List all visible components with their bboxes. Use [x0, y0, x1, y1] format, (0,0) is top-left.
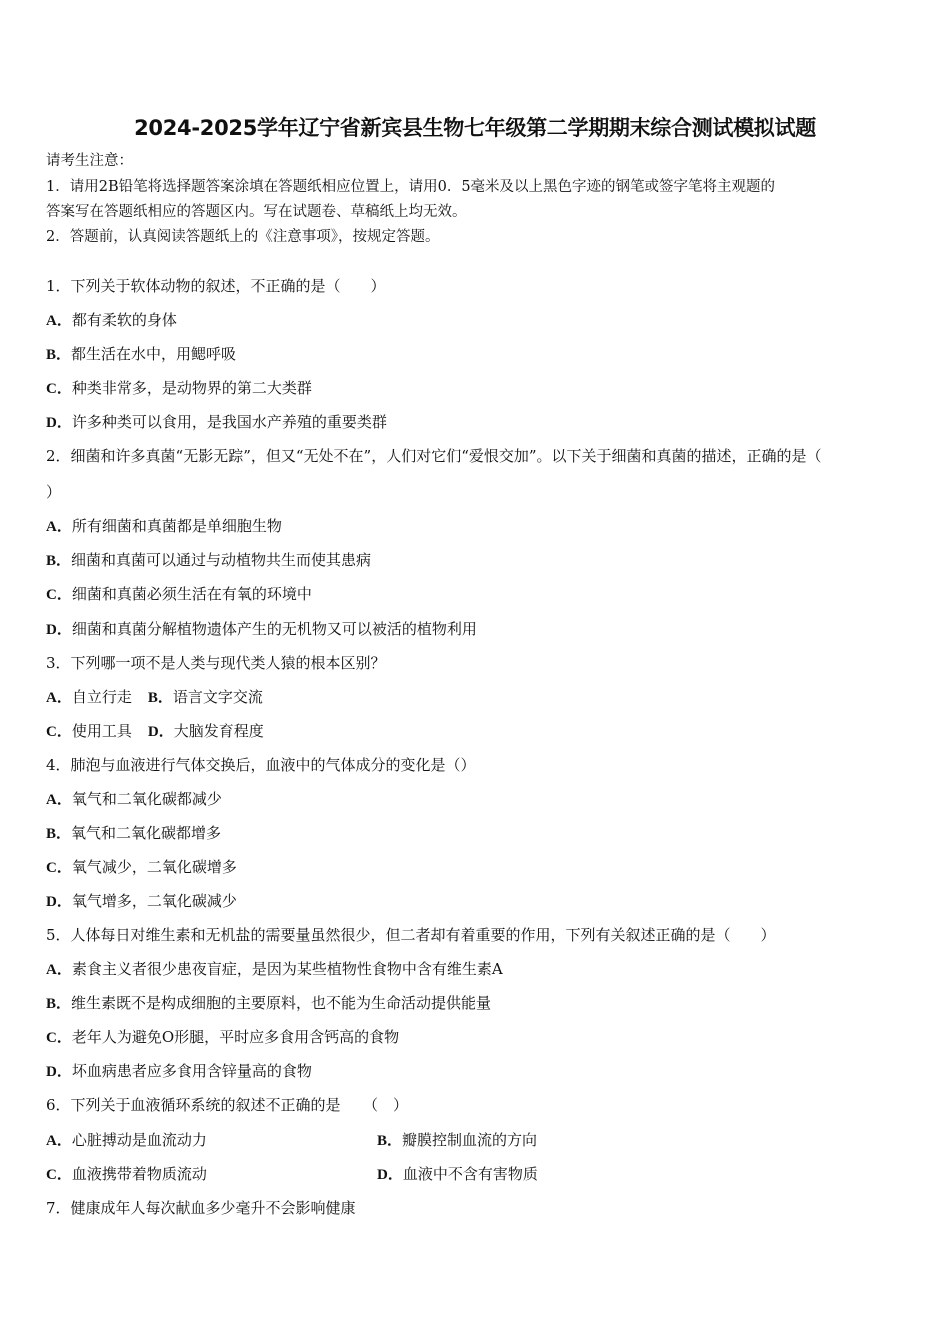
question-4-option-b[interactable]	[46, 823, 221, 844]
option-text: 素食主义者很少患夜盲症，是因为某些植物性食物中含有维生素A	[71, 960, 503, 978]
option-text: 血液中不含有害物质	[402, 1165, 538, 1183]
option-letter: B．	[46, 553, 72, 569]
option-text: 氧气和二氧化碳都增多	[71, 824, 222, 842]
option-letter: B．	[46, 996, 72, 1012]
option-letter: C．	[46, 860, 72, 876]
option-text: 所有细菌和真菌都是单细胞生物	[71, 517, 282, 535]
question-6-option-b[interactable]	[377, 1130, 537, 1151]
option-text: 氧气减少，二氧化碳增多	[71, 858, 237, 876]
question-2-option-d[interactable]	[46, 619, 477, 640]
option-text: 坏血病患者应多食用含锌量高的食物	[71, 1062, 312, 1080]
option-letter: C．	[46, 381, 72, 397]
option-letter: C．	[46, 587, 72, 603]
page-title: 2024-2025学年辽宁省新宾县生物七年级第二学期期末综合测试模拟试题	[134, 116, 816, 140]
question-6-options-row-2	[46, 1164, 746, 1185]
option-letter: A．	[46, 1133, 72, 1149]
question-5-option-d[interactable]	[46, 1061, 312, 1082]
option-letter: D．	[377, 1167, 403, 1183]
option-text: 血液携带着物质流动	[71, 1165, 207, 1183]
option-text: 氧气和二氧化碳都减少	[71, 790, 222, 808]
option-text: 心脏搏动是血流动力	[71, 1131, 207, 1149]
question-2-option-c[interactable]	[46, 584, 312, 605]
option-text: 语言文字交流	[172, 688, 263, 706]
option-text: 大脑发育程度	[173, 722, 264, 740]
option-text: 种类非常多，是动物界的第二大类群	[71, 379, 312, 397]
question-4-stem: 4．肺泡与血液进行气体交换后，血液中的气体成分的变化是（）	[46, 756, 476, 774]
question-3-option-c[interactable]	[46, 722, 132, 740]
option-letter: B．	[147, 690, 173, 706]
option-text: 细菌和真菌必须生活在有氧的环境中	[71, 585, 312, 603]
question-2-option-a[interactable]	[46, 516, 282, 537]
option-text: 老年人为避免O形腿，平时应多食用含钙高的食物	[71, 1028, 400, 1046]
option-text: 细菌和真菌分解植物遗体产生的无机物又可以被活的植物利用	[71, 620, 477, 638]
question-6-option-d[interactable]	[377, 1164, 538, 1185]
option-letter: A．	[46, 962, 72, 978]
question-3-options-row-2	[46, 721, 264, 742]
option-letter: D．	[147, 724, 174, 740]
question-2-stem-cont: ）	[46, 483, 62, 501]
question-6-option-c[interactable]	[46, 1165, 207, 1183]
question-5-stem: 5．人体每日对维生素和无机盐的需要量虽然很少，但二者却有着重要的作用，下列有关叙述正确的是（ ）	[46, 926, 776, 944]
option-letter: B．	[46, 347, 72, 363]
question-6-stem: 6．下列关于血液循环系统的叙述不正确的是 （ ）	[46, 1096, 409, 1114]
question-2-stem: 2．细菌和许多真菌“无影无踪”，但又“无处不在”，人们对它们“爱恨交加”。以下关于细菌和真菌的描述，正确的是（	[46, 447, 822, 465]
question-1-stem: 1．下列关于软体动物的叙述，不正确的是（ ）	[46, 277, 386, 295]
option-letter: C．	[46, 1167, 72, 1183]
question-1-option-a[interactable]	[46, 310, 177, 331]
notice-item-1: 1．请用2B铅笔将选择题答案涂填在答题纸相应位置上，请用0．5毫米及以上黑色字迹的钢笔或签字笔将主观题的	[46, 179, 776, 195]
question-3-option-b[interactable]	[148, 688, 263, 706]
option-text: 氧气增多，二氧化碳减少	[71, 892, 237, 910]
question-1-option-d[interactable]	[46, 412, 387, 433]
question-5-option-a[interactable]	[46, 959, 503, 980]
option-letter: D．	[46, 1064, 72, 1080]
question-4-option-c[interactable]	[46, 857, 237, 878]
option-text: 自立行走	[71, 688, 132, 706]
option-text: 都生活在水中，用鳃呼吸	[71, 345, 237, 363]
option-letter: D．	[46, 415, 72, 431]
question-7-stem: 7．健康成年人每次献血多少毫升不会影响健康	[46, 1199, 356, 1217]
question-5-option-c[interactable]	[46, 1027, 399, 1048]
question-3-stem: 3．下列哪一项不是人类与现代类人猿的根本区别？	[46, 654, 386, 672]
option-letter: B．	[377, 1133, 403, 1149]
question-3-option-a[interactable]	[46, 688, 132, 706]
option-letter: A．	[46, 792, 72, 808]
option-text: 维生素既不是构成细胞的主要原料，也不能为生命活动提供能量	[71, 994, 492, 1012]
option-letter: D．	[46, 894, 72, 910]
notice-item-1-cont: 答案写在答题纸相应的答题区内。写在试题卷、草稿纸上均无效。	[46, 204, 467, 220]
option-letter: C．	[46, 1030, 72, 1046]
option-letter: A．	[46, 519, 72, 535]
option-letter: A．	[46, 313, 72, 329]
question-2-option-b[interactable]	[46, 550, 371, 571]
question-1-option-c[interactable]	[46, 378, 312, 399]
option-text: 瓣膜控制血流的方向	[402, 1131, 538, 1149]
question-5-option-b[interactable]	[46, 993, 491, 1014]
question-1-option-b[interactable]	[46, 344, 236, 365]
notice-item-2: 2．答题前，认真阅读答题纸上的《注意事项》，按规定答题。	[46, 229, 440, 245]
option-text: 使用工具	[71, 722, 132, 740]
option-letter: C．	[46, 724, 72, 740]
question-3-option-d[interactable]	[148, 722, 264, 740]
option-letter: A．	[46, 690, 72, 706]
option-text: 细菌和真菌可以通过与动植物共生而使其患病	[71, 551, 372, 569]
question-4-option-d[interactable]	[46, 891, 237, 912]
option-letter: D．	[46, 622, 72, 638]
question-6-option-a[interactable]	[46, 1131, 207, 1149]
notice-heading: 请考生注意：	[46, 153, 133, 169]
question-4-option-a[interactable]	[46, 789, 222, 810]
option-letter: B．	[46, 826, 72, 842]
option-text: 都有柔软的身体	[71, 311, 177, 329]
option-text: 许多种类可以食用，是我国水产养殖的重要类群	[71, 413, 387, 431]
question-3-options-row-1	[46, 687, 263, 708]
question-6-options-row-1	[46, 1130, 746, 1151]
